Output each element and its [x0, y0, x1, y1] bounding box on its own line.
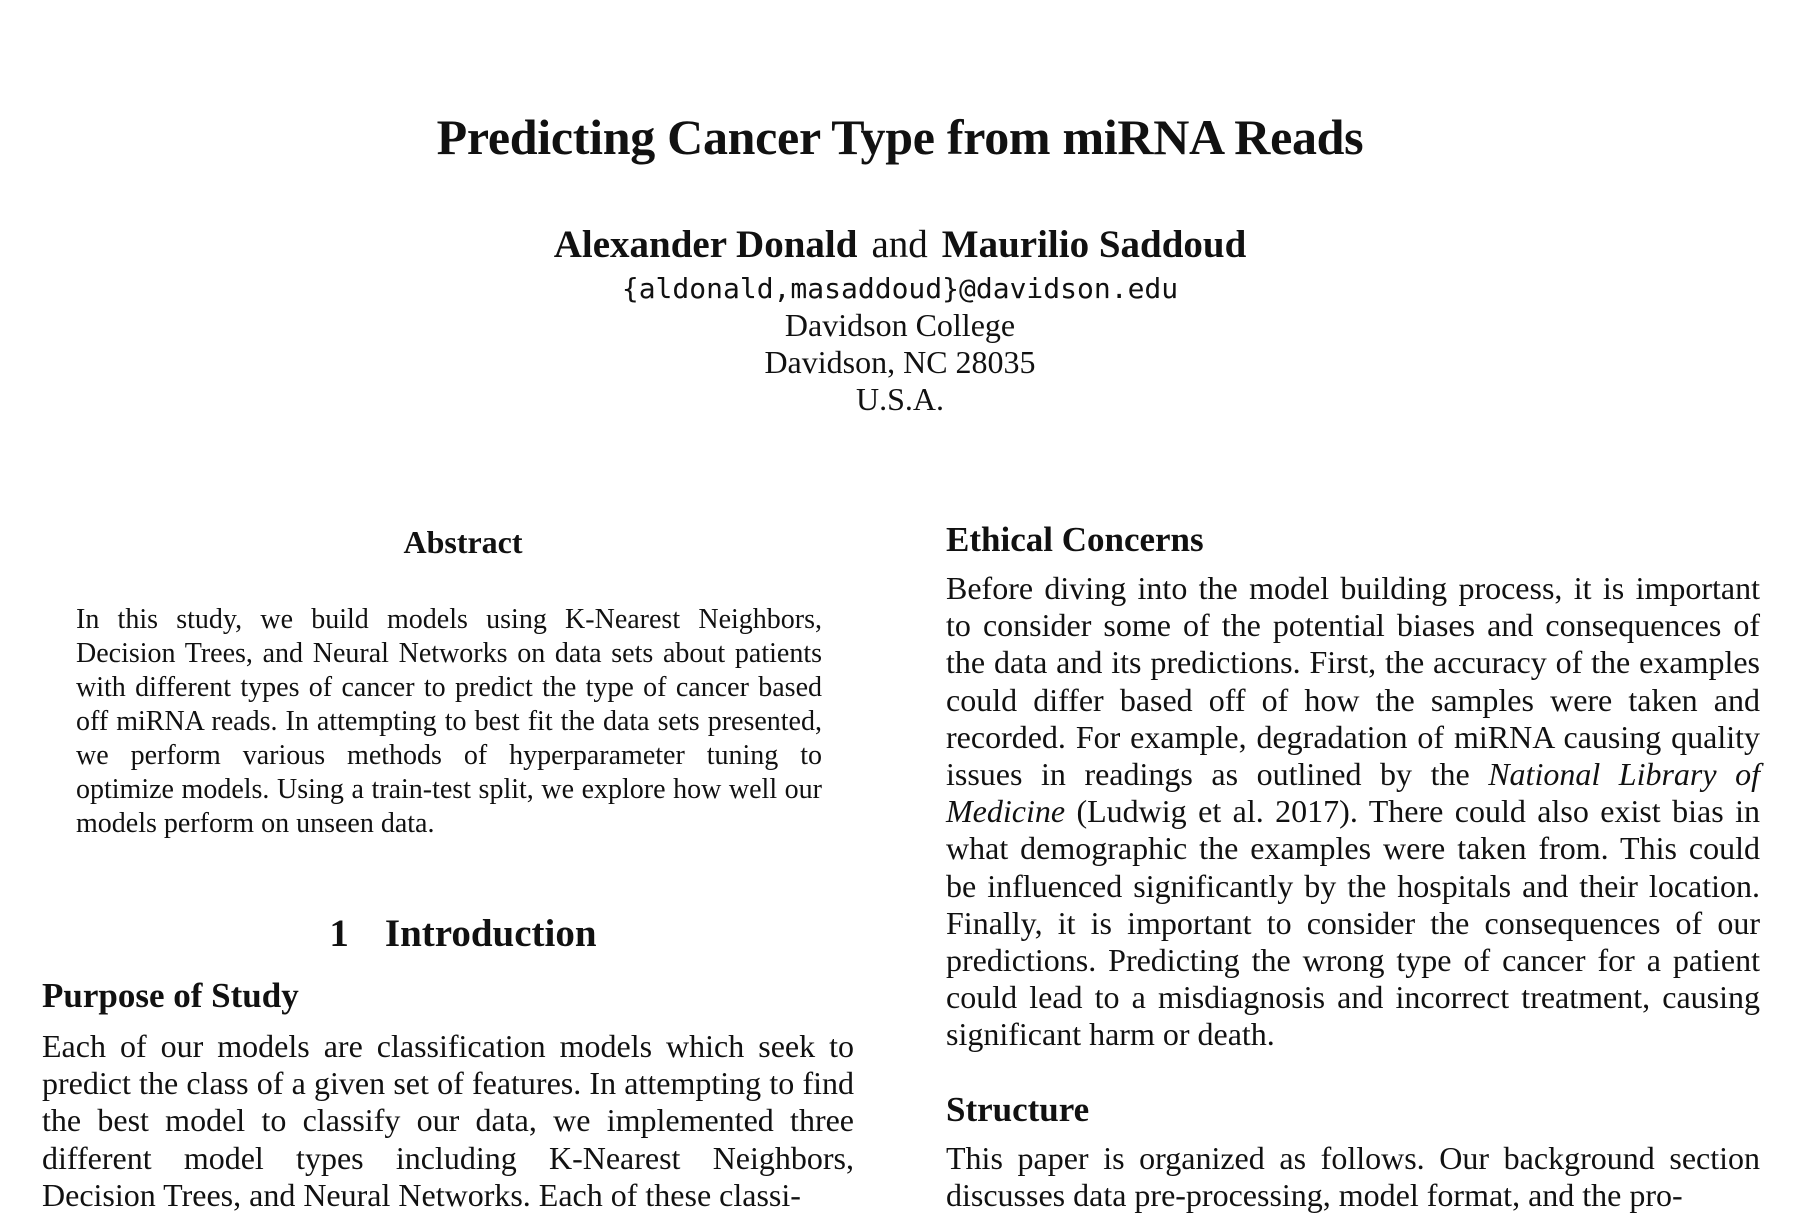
subheading-purpose: Purpose of Study — [42, 976, 299, 1015]
author-name: Alexander Donald — [553, 223, 858, 266]
ethics-text-part: Before diving into the model building process, it is important to consider some of the potential biases and consequences of the data and its predictions. First, the accuracy of the examples could differ based off of how the samples were taken and recorded. For example, degradation of miRNA causing quality issues in readings as outlined by the — [946, 570, 1760, 793]
ethics-citation-source: National Library of Medicine — [946, 756, 1760, 830]
author-name: Maurilio Saddoud — [941, 223, 1247, 266]
left-column — [42, 520, 854, 1214]
subheading-structure: Structure — [946, 1089, 1090, 1129]
author-email: {aldonald,masaddoud}@davidson.edu — [621, 272, 1179, 305]
section-heading-introduction — [42, 911, 854, 956]
paper-title: Predicting Cancer Type from miRNA Reads — [436, 109, 1364, 165]
country: U.S.A. — [855, 381, 944, 417]
subheading-ethical-concerns: Ethical Concerns — [946, 520, 1204, 559]
abstract-text: In this study, we build models using K-Nearest Neighbors, Decision Trees, and Neural Networks on data sets about patients with different types of cancer to predict the type of cancer based off miRNA reads. In attempting to best fit the data sets presented, we perform various methods of hyperparameter tuning to optimize models. Using a train-test split, we explore how well our models perform on unseen data. — [76, 604, 822, 839]
abstract-heading: Abstract — [403, 524, 523, 560]
ethics-text-part: (Ludwig et al. 2017). There could also exist bias in what demographic the examples were taken from. This could be influenced significantly by the hospitals and their location. Finally, it is important to consider the consequences of our predictions. Predicting the wrong type of cancer for a patient could lead to a misdiagnosis and incorrect treatment, causing significant harm or death. — [946, 793, 1760, 1053]
city-address: Davidson, NC 28035 — [764, 344, 1036, 380]
author-line — [0, 222, 1800, 267]
author-conjunction: and — [871, 223, 928, 266]
ethics-paragraph — [946, 570, 1760, 1054]
structure-paragraph: This paper is organized as follows. Our background section discusses data pre-processing, model format, and the pro- — [946, 1139, 1760, 1213]
institution: Davidson College — [784, 307, 1016, 343]
right-column — [946, 520, 1760, 1214]
affiliation-block — [0, 270, 1800, 418]
section-number: 1 — [329, 912, 349, 955]
purpose-paragraph: Each of our models are classification models which seek to predict the class of a given set of features. In attempting to find the best model to classify our data, we implemented three different model types including K-Nearest Neighbors, Decision Trees, and Neural Networks. Each of these classi- — [42, 1028, 854, 1213]
section-title: Introduction — [384, 912, 597, 955]
